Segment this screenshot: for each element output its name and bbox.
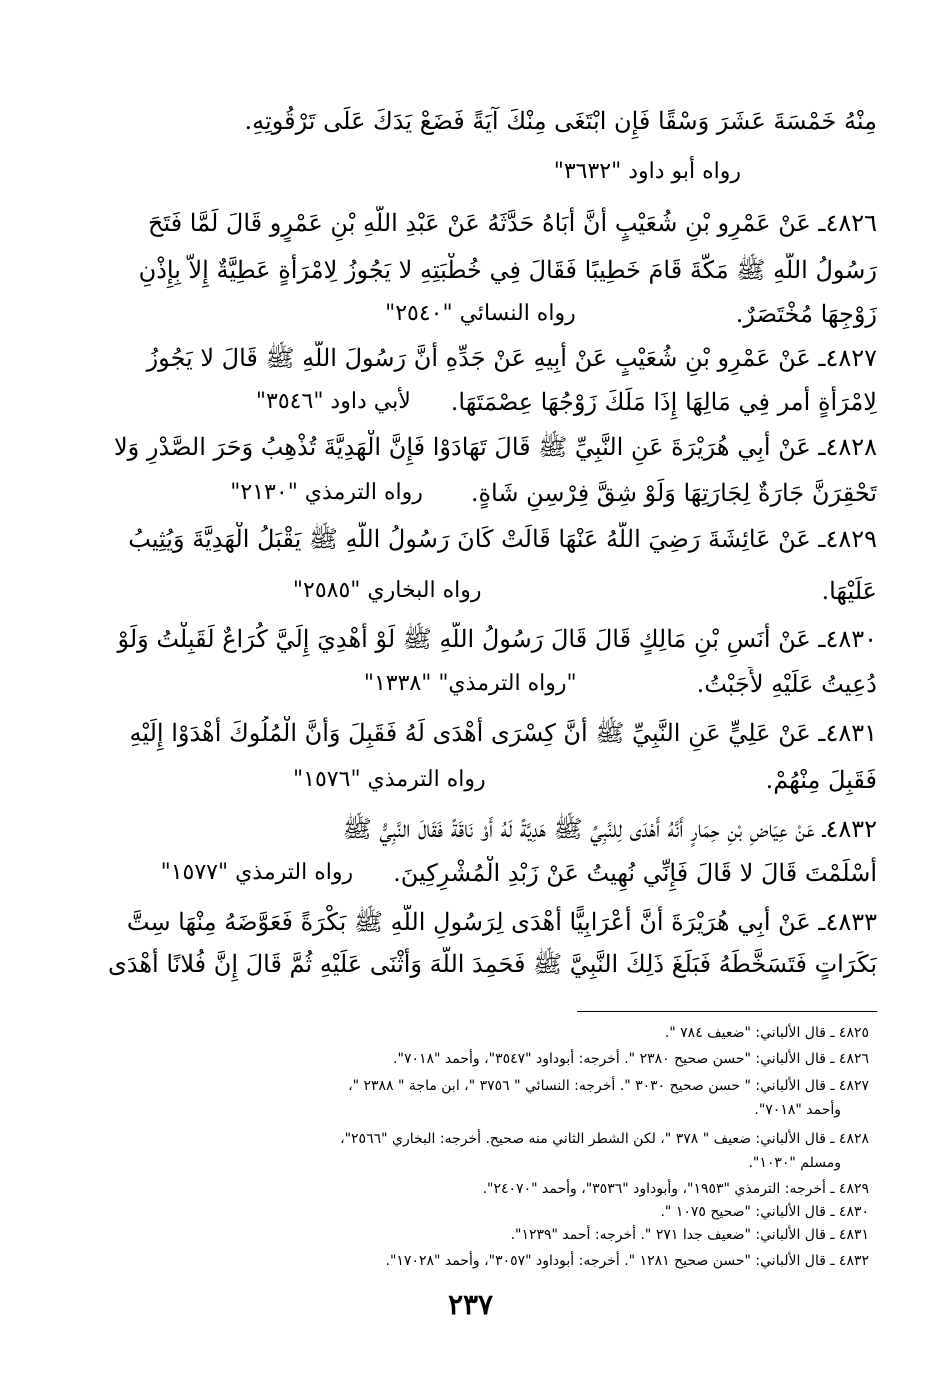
text-line-with-source	[65, 297, 877, 333]
hadith-line	[65, 812, 877, 848]
line-text: ٤٨٢٧ـ عَنْ عَمْرِو بْنِ شُعَيْبٍ عَنْ أَبِيهِ عَنْ جَدِّهِ أَنَّ رَسُولَ اللَّهِ ﷺ قَالَ لا يَجُوزُ	[146, 344, 877, 372]
footnote	[69, 1224, 869, 1246]
line-text: فَقَبِلَ مِنْهُمْ.	[765, 766, 877, 794]
line-text: أَسْلَمْتَ قَالَ لا قَالَ فَإِنِّي نُهِيتُ عَنْ زَبْدِ الْمُشْرِكِينَ.	[393, 859, 877, 887]
line-text: بَكَرَاتٍ فَتَسَخَّطَهُ فَبَلَغَ ذَلِكَ النَّبِيَّ ﷺ فَحَمِدَ اللَّهَ وَأَثْنَى عَلَيْهِ ثُمَّ قَالَ إِنَّ فُلانًا أَهْدَى	[108, 950, 877, 978]
line-text: مِنْهُ خَمْسَةَ عَشَرَ وَسْقًا فَإِن ابْتَغَى مِنْكَ آيَةً فَضَعْ يَدَكَ عَلَى تَرْقُوتِهِ.	[244, 107, 877, 135]
footnote-text: ٤٨٢٥ ـ قال الألباني: "ضعيف ٧٨٤ ".	[664, 1025, 869, 1041]
text-line-with-source	[65, 763, 877, 799]
line-text: رَسُولُ اللَّهِ ﷺ مَكَّةَ قَامَ خَطِيبًا فَقَالَ فِي خُطْبَتِهِ لا يَجُوزُ لِامْرَأَةٍ عَطِيَّةٌ إِلاَّ بِإِذْنِ	[138, 256, 877, 284]
hadith-line	[65, 430, 877, 466]
hadith-line	[65, 622, 877, 658]
footnote-separator	[577, 1011, 877, 1012]
footnote-text: ومسلم "١٠٣٠".	[748, 1155, 841, 1171]
text-line-with-source	[65, 667, 877, 703]
hadith-source: رواه الترمذي "١٥٧٧"	[160, 860, 354, 885]
hadith-source: لأبي داود "٣٥٤٦"	[255, 389, 411, 414]
hadith-line	[65, 206, 877, 242]
line-text: ٤٨٢٦ـ عَنْ عَمْرِو بْنِ شُعَيْبٍ أَنَّ أَبَاهُ حَدَّثَهُ عَنْ عَبْدِ اللَّهِ بْنِ عَمْرٍو قَالَ لَمَّا فَتَحَ	[147, 209, 877, 237]
text-line-with-source	[65, 574, 877, 610]
footnote	[69, 1075, 869, 1097]
hadith-line	[65, 522, 877, 558]
hadith-line	[65, 905, 877, 941]
hadith-line	[65, 341, 877, 377]
footnote-text: ٤٨٢٧ ـ قال الألباني: " حسن صحيح ٣٠٣٠ ". أخرجه: النسائي " ٣٧٥٦ "، ابن ماجة " ٢٣٨٨ "،	[348, 1078, 869, 1094]
hadith-source: "رواه الترمذي" "١٣٣٨"	[363, 671, 577, 696]
hadith-source: رواه البخاري "٢٥٨٥"	[292, 578, 482, 603]
line-text: عَلَيْهَا.	[821, 577, 877, 605]
line-text: دُعِيتُ عَلَيْهِ لأَجَبْتُ.	[696, 670, 877, 698]
footnote	[69, 1128, 869, 1150]
line-text: ٤٨٣٣ـ عَنْ أَبِي هُرَيْرَةَ أَنَّ أَعْرَابِيًّا أَهْدَى لِرَسُولِ اللَّهِ ﷺ بَكْرَةً فَعَوَّضَهُ مِنْهَا سِتَّ	[126, 908, 877, 936]
footnote-text: ٤٨٣١ ـ قال الألباني: "ضعيف جدا ٢٧١ ". أخرجه: أحمد "١٢٣٩".	[510, 1227, 869, 1243]
footnote	[69, 1022, 869, 1044]
line-text: زَوْجِهَا مُخْتَصَرٌ.	[735, 300, 877, 328]
footnote-text: ٤٨٢٦ ـ قال الألباني: "حسن صحيح ٢٣٨٠ ". أخرجه: أبوداود "٣٥٤٧"، وأحمد "٧٠١٨".	[393, 1051, 869, 1067]
footnote	[69, 1178, 869, 1200]
footnote-text: ٤٨٢٩ ـ أخرجه: الترمذي "١٩٥٣"، وأبوداود "٣٥٣٦"، وأحمد "٢٤٠٧٠".	[482, 1181, 869, 1197]
text-line-with-source	[65, 856, 877, 892]
text-line-with-source	[65, 385, 877, 421]
footnote-text: ٤٨٢٨ ـ قال الألباني: ضعيف " ٣٧٨ "، لكن الشطر الثاني منه صحيح. أخرجه: البخاري "٢٥٦٦"،	[340, 1131, 869, 1147]
line-text: ٤٨٢٨ـ عَنْ أَبِي هُرَيْرَةَ عَنِ النَّبِيِّ ﷺ قَالَ تَهَادَوْا فَإِنَّ الْهَدِيَّةَ تُذْهِبُ وَحَرَ الصَّدْرِ وَلا	[113, 433, 877, 461]
hadith-line	[65, 716, 877, 752]
text-line	[65, 253, 877, 289]
line-text: تَحْقِرَنَّ جَارَةٌ لِجَارَتِهَا وَلَوْ شِقَّ فِرْسِنِ شَاةٍ.	[470, 479, 877, 507]
footnote-continuation	[41, 1152, 841, 1174]
source-line	[65, 155, 741, 191]
line-text: ٤٨٣٢ـ عَنْ عِيَاضِ بْنِ حِمَارٍ أَنَّهُ أَهْدَى لِلنَّبِيِّ ﷺ هَدِيَّةً لَهُ أَوْ نَاقَةً فَقَالَ النَّبِيُّ ﷺ	[342, 815, 877, 843]
line-text: ٤٨٢٩ـ عَنْ عَائِشَةَ رَضِيَ اللَّهُ عَنْهَا قَالَتْ كَانَ رَسُولُ اللَّهِ ﷺ يَقْبَلُ الْهَدِيَّةَ وَيُثِيبُ	[128, 525, 877, 553]
footnote-continuation	[41, 1099, 841, 1121]
line-text: لِامْرَأَةٍ أمر فِي مَالِهَا إِذَا مَلَكَ زَوْجُهَا عِصْمَتَهَا.	[450, 388, 877, 416]
footnote-text: ٤٨٣٢ ـ قال الألباني: "حسن صحيح ١٢٨١ ". أخرجه: أبوداود "٣٠٥٧"، وأحمد "١٧٠٢٨".	[385, 1253, 869, 1269]
page-number: ٢٣٧	[447, 1288, 494, 1321]
footnote	[69, 1201, 869, 1223]
text-line	[65, 947, 877, 983]
hadith-source: رواه النسائي "٢٥٤٠"	[385, 301, 576, 326]
hadith-source: رواه الترمذي "٢١٣٠"	[230, 480, 423, 505]
text-line	[65, 104, 877, 140]
hadith-source: رواه الترمذي "١٥٧٦"	[293, 767, 486, 792]
footnote-text: ٤٨٣٠ ـ قال الألباني: "صحيح ١٠٧٥ ".	[660, 1204, 869, 1220]
footnote-text: وأحمد "٧٠١٨".	[754, 1102, 841, 1118]
line-text: ٤٨٣٠ـ عَنْ أَنَسِ بْنِ مَالِكٍ قَالَ قَالَ رَسُولُ اللَّهِ ﷺ لَوْ أُهْدِيَ إِلَيَّ كُرَاعٌ لَقَبِلْتُ وَلَوْ	[117, 625, 877, 653]
footnote	[69, 1250, 869, 1272]
footnote	[69, 1048, 869, 1070]
text-line-with-source	[65, 476, 877, 512]
hadith-source: رواه أبو داود "٣٦٣٢"	[553, 159, 741, 184]
line-text: ٤٨٣١ـ عَنْ عَلِيٍّ عَنِ النَّبِيِّ ﷺ أَنَّ كِسْرَى أَهْدَى لَهُ فَقَبِلَ وَأَنَّ الْمُلُوكَ أَهْدَوْا إِلَيْهِ	[129, 719, 877, 747]
